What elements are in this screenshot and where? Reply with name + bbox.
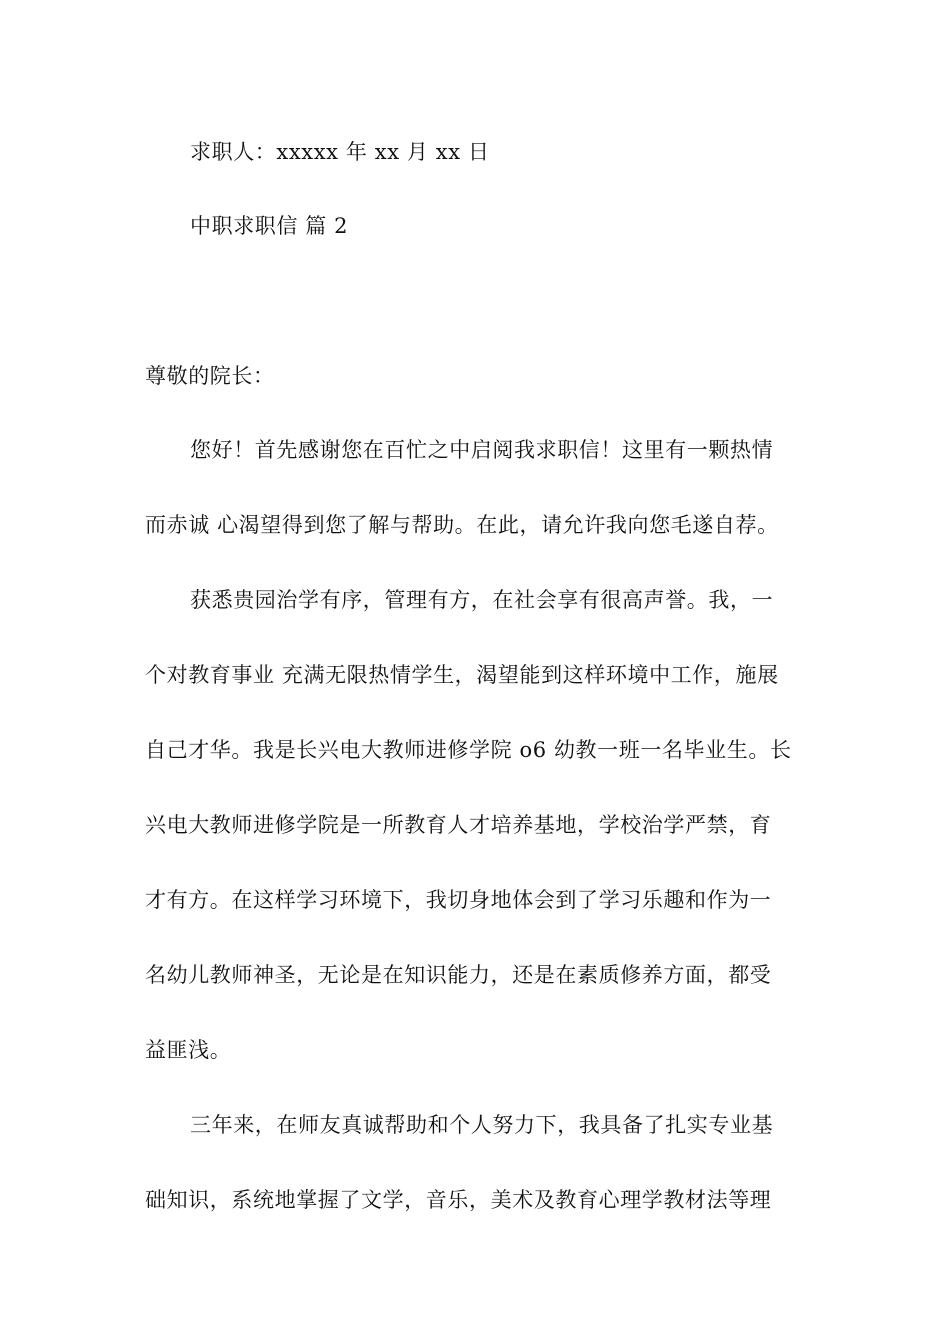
body-line: 个对教育事业 充满无限热情学生，渴望能到这样环境中工作，施展 xyxy=(145,663,779,687)
signature-line: 求职人：xxxxx 年 xx 月 xx 日 xyxy=(190,140,490,164)
body-line: 三年来，在师友真诚帮助和个人努力下，我具备了扎实专业基 xyxy=(190,1113,774,1137)
body-line: 名幼儿教师神圣，无论是在知识能力，还是在素质修养方面，都受 xyxy=(145,963,772,987)
body-line: 您好！首先感谢您在百忙之中启阅我求职信！这里有一颗热情 xyxy=(190,438,774,462)
body-line: 兴电大教师进修学院是一所教育人才培养基地，学校治学严禁，育 xyxy=(145,813,772,837)
body-line: 而赤诚 心渴望得到您了解与帮助。在此，请允许我向您毛遂自荐。 xyxy=(145,513,779,537)
body-line: 础知识，系统地掌握了文学，音乐，美术及教育心理学教材法等理 xyxy=(145,1188,772,1212)
section-heading: 中职求职信 篇 2 xyxy=(190,214,349,238)
body-line: 益匪浅。 xyxy=(145,1038,232,1062)
body-line: 自己才华。我是长兴电大教师进修学院 o6 幼教一班一名毕业生。长 xyxy=(145,738,792,762)
body-line: 才有方。在这样学习环境下，我切身地体会到了学习乐趣和作为一 xyxy=(145,888,772,912)
body-line: 获悉贵园治学有序，管理有方，在社会享有很高声誉。我，一 xyxy=(190,588,774,612)
salutation: 尊敬的院长： xyxy=(145,364,275,388)
